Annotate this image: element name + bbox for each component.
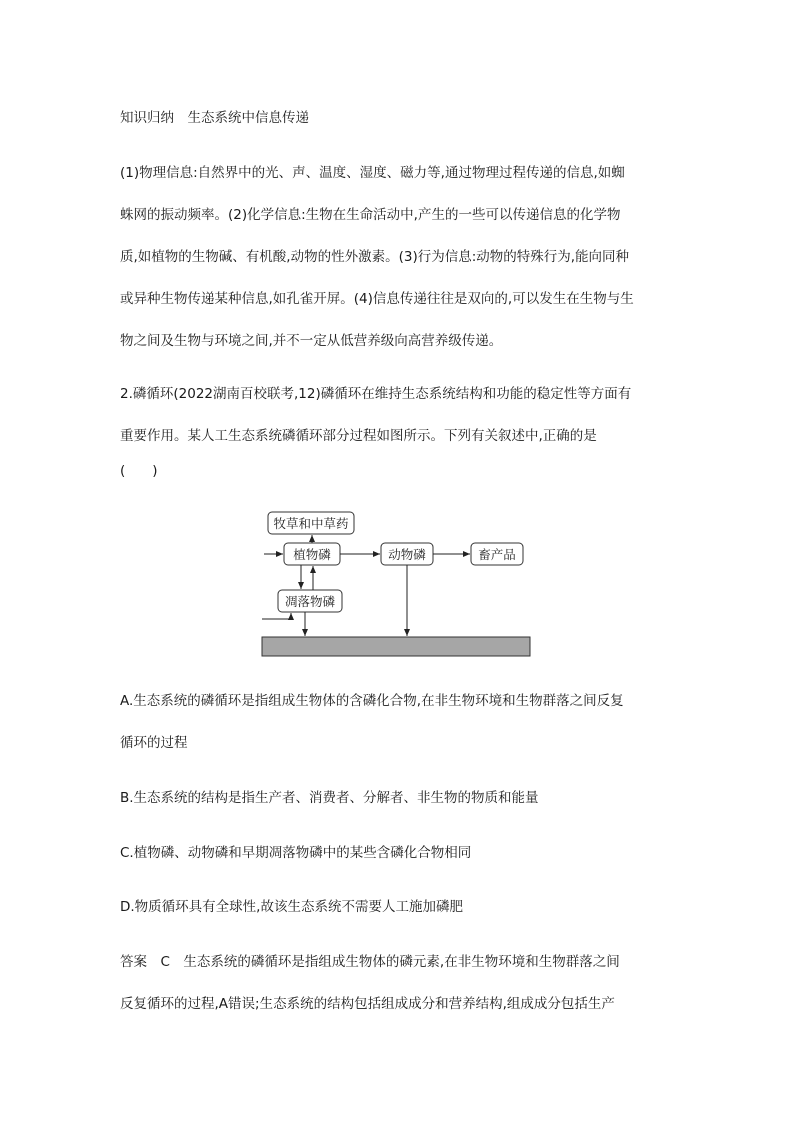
plant-p-label: 植物磷 <box>293 547 331 562</box>
phosphorus-cycle-diagram <box>258 505 534 657</box>
animal-p-label: 动物磷 <box>388 547 426 562</box>
info-line-2: 蛛网的振动频率。(2)化学信息:生物在生命活动中,产生的一些可以传递信息的化学物 <box>120 207 621 223</box>
answer-line-2: 反复循环的过程,A错误;生态系统的结构包括组成成分和营养结构,组成成分包括生产 <box>120 996 615 1012</box>
litter-p-label: 凋落物磷 <box>284 594 336 609</box>
info-line-5: 物之间及生物与环境之间,并不一定从低营养级向高营养级传递。 <box>120 333 503 349</box>
ground-bar <box>262 637 530 656</box>
option-a-line-2: 循环的过程 <box>120 735 188 751</box>
answer-line-1: 答案 C 生态系统的磷循环是指组成生物体的磷元素,在非生物环境和生物群落之间 <box>120 954 620 970</box>
question-line-1: 2.磷循环(2022湖南百校联考,12)磷循环在维持生态系统结构和功能的稳定性等方面有 <box>120 386 632 402</box>
option-b: B.生态系统的结构是指生产者、消费者、分解者、非生物的物质和能量 <box>120 790 539 806</box>
info-line-1: (1)物理信息:自然界中的光、声、温度、湿度、磁力等,通过物理过程传递的信息,如蜘 <box>120 165 625 181</box>
product-label: 畜产品 <box>478 547 516 562</box>
question-line-2: 重要作用。某人工生态系统磷循环部分过程如图所示。下列有关叙述中,正确的是 <box>120 428 597 444</box>
question-choice-bracket: ( ) <box>120 463 158 479</box>
option-a-line-1: A.生态系统的磷循环是指组成生物体的含磷化合物,在非生物环境和生物群落之间反复 <box>120 693 624 709</box>
option-d: D.物质循环具有全球性,故该生态系统不需要人工施加磷肥 <box>120 899 463 915</box>
option-c: C.植物磷、动物磷和早期凋落物磷中的某些含磷化合物相同 <box>120 845 472 861</box>
info-line-4: 或异种生物传递某种信息,如孔雀开屏。(4)信息传递往往是双向的,可以发生在生物与生 <box>120 291 634 307</box>
section-title: 知识归纳 生态系统中信息传递 <box>120 110 309 126</box>
info-line-3: 质,如植物的生物碱、有机酸,动物的性外激素。(3)行为信息:动物的特殊行为,能向同种 <box>120 249 630 265</box>
herb-label: 牧草和中草药 <box>273 516 349 531</box>
arrow-input-to-litter <box>262 613 291 619</box>
